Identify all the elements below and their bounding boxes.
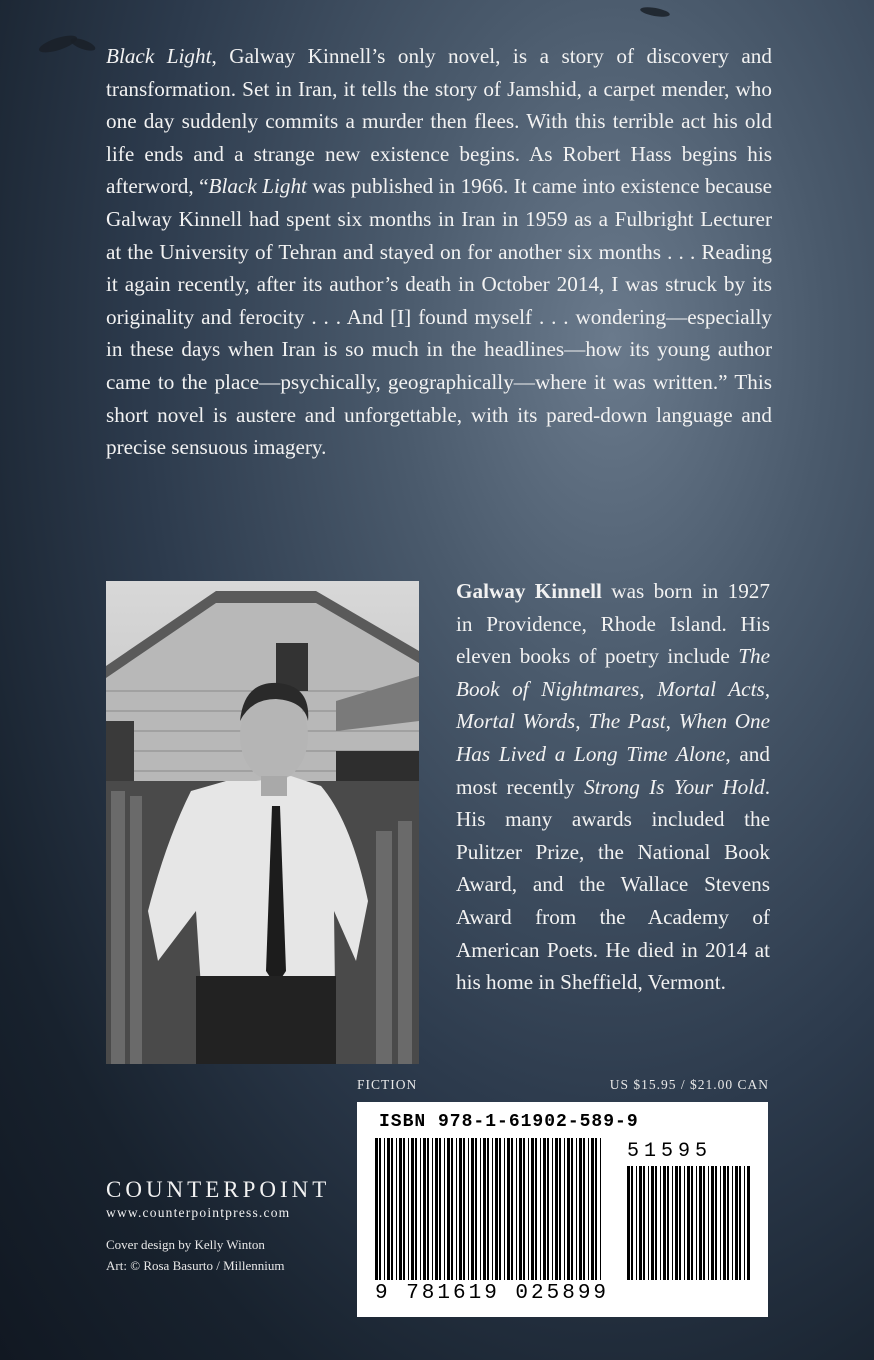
barcode-bar bbox=[675, 1166, 678, 1280]
price-code: 51595 bbox=[627, 1140, 713, 1163]
barcode-bar bbox=[631, 1166, 633, 1280]
barcode-bar bbox=[639, 1166, 642, 1280]
barcode-bar bbox=[483, 1138, 486, 1280]
barcode-bar bbox=[387, 1138, 390, 1280]
barcode-bar bbox=[595, 1138, 597, 1280]
barcode-bar bbox=[531, 1138, 534, 1280]
barcode-bar bbox=[655, 1166, 657, 1280]
barcode-bar bbox=[391, 1138, 393, 1280]
barcode-bar bbox=[555, 1138, 558, 1280]
barcode-bar bbox=[451, 1138, 453, 1280]
bio-text: , bbox=[665, 709, 679, 734]
barcode-bar bbox=[684, 1166, 685, 1280]
barcode-bar bbox=[667, 1166, 669, 1280]
barcode-bar bbox=[591, 1138, 594, 1280]
category-label: FICTION bbox=[357, 1077, 418, 1092]
barcode-bar bbox=[567, 1138, 570, 1280]
bio-text: , and most recently bbox=[456, 741, 770, 799]
barcode-bar bbox=[415, 1138, 417, 1280]
barcode-bar bbox=[679, 1166, 681, 1280]
publisher-website[interactable]: www.counterpointpress.com bbox=[106, 1205, 291, 1220]
art-credit: Art: © Rosa Basurto / Millennium bbox=[106, 1258, 285, 1273]
barcode-bar bbox=[507, 1138, 510, 1280]
price-label: US $15.95 / $21.00 CAN bbox=[609, 1077, 769, 1092]
barcode-bar bbox=[583, 1138, 585, 1280]
barcode-bar bbox=[471, 1138, 474, 1280]
barcode-bar bbox=[651, 1166, 654, 1280]
barcode-bar bbox=[447, 1138, 450, 1280]
barcode-bar bbox=[492, 1138, 493, 1280]
publisher-name: COUNTERPOINT bbox=[106, 1177, 331, 1202]
author-name: Galway Kinnell bbox=[456, 579, 602, 603]
barcode-bar bbox=[384, 1138, 385, 1280]
bio-text: was born in 1927 in Providence, Rhode Island. His eleven books of poetry include bbox=[456, 579, 770, 669]
bio-text: , bbox=[575, 709, 589, 734]
barcode-bar bbox=[643, 1166, 645, 1280]
book-title: The Book of Nightmares bbox=[456, 644, 770, 701]
barcode-bar bbox=[739, 1166, 741, 1280]
barcode-bar bbox=[499, 1138, 501, 1280]
barcode-bar bbox=[444, 1138, 445, 1280]
barcode-bar bbox=[459, 1138, 462, 1280]
barcode-bar bbox=[720, 1166, 721, 1280]
barcode-bar bbox=[571, 1138, 573, 1280]
author-photo bbox=[106, 581, 419, 1064]
ean-number: 9 781619 025899 bbox=[375, 1282, 610, 1305]
barcode-bar bbox=[399, 1138, 402, 1280]
barcode-bar bbox=[691, 1166, 693, 1280]
barcode-bar bbox=[703, 1166, 705, 1280]
barcode-bar bbox=[487, 1138, 489, 1280]
book-title: Strong Is Your Hold bbox=[584, 774, 765, 799]
barcode-bar bbox=[535, 1138, 537, 1280]
barcode-bar bbox=[475, 1138, 477, 1280]
book-title: Black Light bbox=[106, 44, 212, 68]
barcode-bar bbox=[519, 1138, 522, 1280]
barcode-bar bbox=[747, 1166, 750, 1280]
author-bio bbox=[456, 575, 770, 999]
bird-silhouette bbox=[640, 5, 671, 18]
bio-text: , bbox=[639, 676, 658, 701]
barcode-bar bbox=[600, 1138, 601, 1280]
barcode-bar bbox=[456, 1138, 457, 1280]
barcode-bar bbox=[559, 1138, 561, 1280]
barcode-bar bbox=[687, 1166, 690, 1280]
barcode-bar bbox=[708, 1166, 709, 1280]
barcode-bar bbox=[663, 1166, 666, 1280]
barcode-bar bbox=[435, 1138, 438, 1280]
barcode-bar bbox=[480, 1138, 481, 1280]
barcode-bar bbox=[411, 1138, 414, 1280]
price-barcode-bars bbox=[627, 1166, 752, 1280]
barcode-bar bbox=[375, 1138, 378, 1280]
isbn-label: ISBN 978-1-61902-589-9 bbox=[379, 1112, 639, 1132]
blurb-text: , Galway Kinnell’s only novel, is a story of discovery and transformation. Set in Iran, it tells the story of Jamshid, a carpet mender, who one day suddenly commits a murder then flees. With this terrible act his old life ends and a strange new existence begins. As Robert Hass begins his afterword, “ bbox=[106, 44, 772, 199]
barcode-bar bbox=[463, 1138, 465, 1280]
barcode-bar bbox=[732, 1166, 733, 1280]
barcode-bar bbox=[523, 1138, 525, 1280]
book-title: The Past bbox=[588, 709, 666, 734]
book-title: Mortal Acts, Mortal Words bbox=[456, 676, 771, 734]
book-title: When One Has Lived a Long Time Alone bbox=[456, 709, 771, 766]
barcode-bar bbox=[588, 1138, 589, 1280]
description-blurb bbox=[106, 40, 772, 464]
barcode-bar bbox=[579, 1138, 582, 1280]
barcode-bar bbox=[379, 1138, 381, 1280]
barcode-bar bbox=[715, 1166, 717, 1280]
barcode-bar bbox=[439, 1138, 441, 1280]
ean-barcode-bars bbox=[375, 1138, 605, 1280]
barcode-bar bbox=[423, 1138, 426, 1280]
barcode-bar bbox=[528, 1138, 529, 1280]
barcode-bar bbox=[727, 1166, 729, 1280]
book-title: Black Light bbox=[208, 174, 307, 199]
barcode-bar bbox=[420, 1138, 421, 1280]
barcode-bar bbox=[432, 1138, 433, 1280]
barcode-bar bbox=[564, 1138, 565, 1280]
barcode-bar bbox=[540, 1138, 541, 1280]
barcode-bar bbox=[396, 1138, 397, 1280]
barcode-bar bbox=[744, 1166, 745, 1280]
barcode-bar bbox=[648, 1166, 649, 1280]
barcode-bar bbox=[735, 1166, 738, 1280]
barcode-bar bbox=[576, 1138, 577, 1280]
barcode-bar bbox=[660, 1166, 661, 1280]
cover-design-credit: Cover design by Kelly Winton bbox=[106, 1237, 265, 1252]
barcode-bar bbox=[511, 1138, 513, 1280]
barcode-bar bbox=[408, 1138, 409, 1280]
blurb-text: was published in 1966. It came into existence because Galway Kinnell had spent six months in Iran in 1959 as a Fulbright Lecturer at the University of Tehran and stayed on for another six months . . . Reading it again recently, after its author’s death in October 2014, I was struck by its originality and ferocity . . . And [I] found myself . . . wondering—especially in these days when Iran is so much in the headlines—how its young author came to the place—psychically, geographically—where it was written.” This short novel is austere and unforgettable, with its pared-down language and precise sensuous imagery. bbox=[106, 174, 772, 460]
barcode-bar bbox=[699, 1166, 702, 1280]
barcode-bar bbox=[627, 1166, 630, 1280]
barcode-bar bbox=[516, 1138, 517, 1280]
barcode-bar bbox=[711, 1166, 714, 1280]
barcode-bar bbox=[552, 1138, 553, 1280]
barcode-bar bbox=[543, 1138, 546, 1280]
barcode-bar bbox=[403, 1138, 405, 1280]
bio-text: . His many awards included the Pulitzer Prize, the National Book Award, and the Wallace Stevens Award from the Academy of American Poets. He died in 2014 at his home in Sheffield, Vermont. bbox=[456, 774, 770, 995]
barcode bbox=[357, 1102, 768, 1317]
barcode-bar bbox=[636, 1166, 637, 1280]
barcode-bar bbox=[723, 1166, 726, 1280]
bird-silhouette bbox=[69, 36, 97, 53]
barcode-bar bbox=[427, 1138, 429, 1280]
barcode-bar bbox=[468, 1138, 469, 1280]
barcode-bar bbox=[495, 1138, 498, 1280]
barcode-bar bbox=[547, 1138, 549, 1280]
barcode-bar bbox=[696, 1166, 697, 1280]
barcode-bar bbox=[504, 1138, 505, 1280]
barcode-bar bbox=[672, 1166, 673, 1280]
